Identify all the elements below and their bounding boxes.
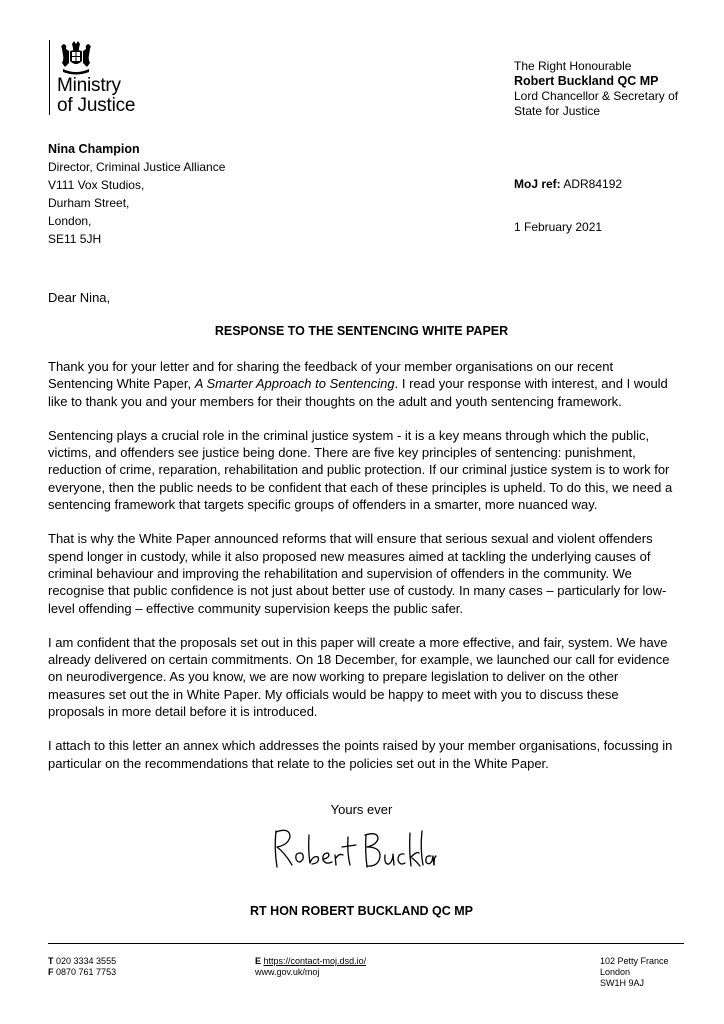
reference — [514, 177, 622, 191]
reference-value: ADR84192 — [563, 177, 623, 191]
recipient-address-line: V111 Vox Studios, — [48, 178, 145, 192]
sender-role-line2: State for Justice — [514, 104, 601, 118]
footer-address-line: London — [600, 967, 631, 977]
body-paragraph-5: I attach to this letter an annex which addresses the points raised by your member organisations, focussing in particular on the recommendations that relate to the policies set out in the White Paper. — [48, 738, 673, 771]
footer-address-line: 102 Petty France — [600, 956, 669, 966]
sender-role-line1: Lord Chancellor & Secretary of — [514, 89, 679, 103]
white-paper-title: A Smarter Approach to Sentencing — [194, 376, 395, 392]
reference-label: MoJ ref: — [514, 177, 561, 191]
body-paragraph-1-start: Thank you for your letter and for sharing the feedback of your member organisations on our recent Sentencing White Paper, — [48, 359, 614, 392]
phone-label: T — [48, 956, 54, 966]
sender-honorific: The Right Honourable — [514, 59, 632, 73]
organisation-name-line2: of Justice — [57, 95, 136, 116]
sender-block — [514, 59, 714, 119]
recipient-address-line: London, — [48, 214, 92, 228]
contact-link[interactable]: https://contact-moj.dsd.io/ — [263, 956, 367, 966]
body-paragraph-2: Sentencing plays a crucial role in the criminal justice system - it is a key means through which the public, victims, and offenders see justice being done. There are five key principles of sentencing: punishment, reduction of crime, reparation, rehabilitation and public protection. If our criminal justice system is to work for everyone, then the public needs to be confident that each of these principles is upheld. To do this, we need a sentencing framework that targets specific groups of offenders in a smarter, more nuanced way. — [48, 427, 673, 513]
organisation-name-line1: Ministry — [57, 75, 121, 96]
sign-off: Yours ever — [330, 802, 393, 817]
sender-name: Robert Buckland QC MP — [514, 74, 659, 88]
logo-divider — [49, 40, 50, 115]
signatory-name: RT HON ROBERT BUCKLAND QC MP — [250, 904, 473, 918]
subject-heading: RESPONSE TO THE SENTENCING WHITE PAPER — [214, 324, 509, 338]
body-paragraph-4: I am confident that the proposals set out in this paper will create a more effective, and fair, system. We have already delivered on certain commitments. On 18 December, for example, we launched our call for evidence on neurodivergence. As you know, we are now working to prepare legislation to deliver on the other measures set out the in White Paper. My officials would be happy to meet with you to discuss these proposals in more detail before it is introduced. — [48, 634, 670, 720]
footer-address-line: SW1H 9AJ — [600, 978, 645, 988]
body-paragraph-1 — [48, 358, 678, 410]
footer-contact-web — [255, 956, 366, 978]
body-paragraph-3: That is why the White Paper announced reforms that will ensure that serious sexual and violent offenders spend longer in custody, while it also proposed new measures aimed at tackling the underlying causes of criminal behaviour and improving the rehabilitation and supervision of offenders in the community. We recognise that public confidence is not just about better use of custody. In many cases – particularly for low-level offending – effective community supervision keeps the public safer. — [48, 531, 667, 616]
fax-number: 0870 761 7753 — [56, 967, 117, 977]
recipient-address-line: Durham Street, — [48, 196, 130, 210]
salutation: Dear Nina, — [48, 290, 111, 305]
letter-date: 1 February 2021 — [514, 220, 603, 234]
recipient-block — [48, 140, 225, 248]
fax-label: F — [48, 967, 54, 977]
handwritten-signature — [268, 823, 438, 881]
organisation-name — [57, 76, 135, 116]
body-paragraph-1-end: . I read your response with interest, and I would like to thank you and your members for their thoughts on the adult and youth sentencing framework. — [48, 376, 668, 409]
email-label: E — [255, 956, 262, 966]
footer-address — [600, 956, 669, 989]
footer-contact-phone — [48, 956, 116, 978]
recipient-address-line: SE11 5JH — [48, 232, 102, 246]
royal-crest-icon — [58, 41, 94, 75]
recipient-name: Nina Champion — [48, 142, 140, 156]
letter-body — [48, 358, 678, 789]
website-link[interactable]: www.gov.uk/moj — [255, 967, 320, 977]
recipient-title: Director, Criminal Justice Alliance — [48, 160, 226, 174]
phone-number: 020 3334 3555 — [56, 956, 117, 966]
footer-divider — [48, 943, 684, 944]
